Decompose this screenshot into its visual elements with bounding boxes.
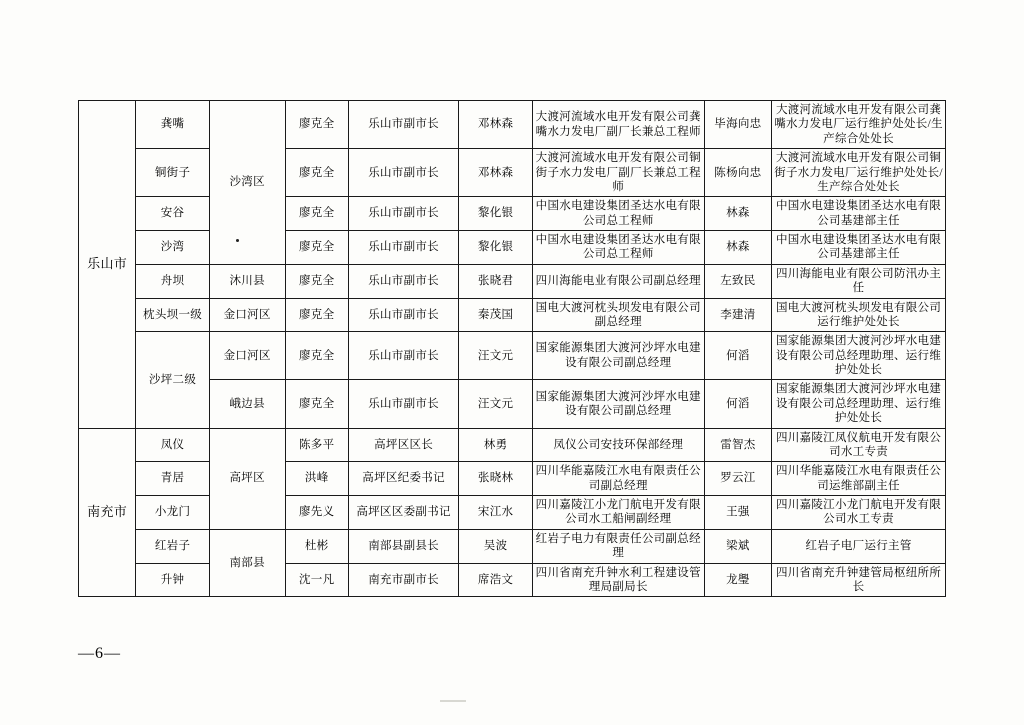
table-row bbox=[79, 101, 946, 149]
cell-role: 大渡河流域水电开发有限公司龚嘴水力发电厂副厂长兼总工程师 bbox=[532, 101, 704, 149]
cell-station: 小龙门 bbox=[136, 496, 210, 530]
cell-station: 枕头坝一级 bbox=[136, 298, 210, 332]
cell-role: 大渡河流域水电开发有限公司铜街子水力发电厂副厂长兼总工程师 bbox=[532, 149, 704, 197]
cell-contact-role: 大渡河流域水电开发有限公司铜街子水力发电厂运行维护处处长/生产综合处处长 bbox=[772, 149, 946, 197]
cell-leader: 廖克全 bbox=[285, 101, 348, 149]
cell-leader: 陈多平 bbox=[285, 428, 348, 462]
cell-leader: 廖克全 bbox=[285, 264, 348, 298]
table-row bbox=[79, 563, 946, 597]
cell-contact-role: 四川省南充升钟建管局枢纽所所长 bbox=[772, 563, 946, 597]
cell-leader-title: 乐山市副市长 bbox=[348, 264, 458, 298]
cell-role: 四川嘉陵江小龙门航电开发有限公司水工船闸副经理 bbox=[532, 496, 704, 530]
cell-contact: 梁斌 bbox=[704, 529, 771, 563]
cell-contact: 雷智杰 bbox=[704, 428, 771, 462]
cell-contact-role: 中国水电建设集团圣达水电有限公司基建部主任 bbox=[772, 197, 946, 231]
table-row bbox=[79, 496, 946, 530]
scan-artifact bbox=[440, 700, 466, 702]
cell-person: 汪文元 bbox=[459, 380, 533, 428]
cell-leader-title: 乐山市副市长 bbox=[348, 149, 458, 197]
cell-person: 席浩文 bbox=[459, 563, 533, 597]
cell-leader-title: 乐山市副市长 bbox=[348, 332, 458, 380]
cell-contact: 罗云江 bbox=[704, 462, 771, 496]
cell-station: 舟坝 bbox=[136, 264, 210, 298]
cell-person: 张晓林 bbox=[459, 462, 533, 496]
table-row bbox=[79, 149, 946, 197]
cell-contact-role: 四川华能嘉陵江水电有限责任公司运维部副主任 bbox=[772, 462, 946, 496]
cell-contact-role: 红岩子电厂运行主管 bbox=[772, 529, 946, 563]
cell-leader-title: 乐山市副市长 bbox=[348, 197, 458, 231]
cell-city: 乐山市 bbox=[79, 101, 136, 429]
cell-leader: 廖先义 bbox=[285, 496, 348, 530]
cell-contact-role: 国电大渡河枕头坝发电有限公司运行维护处处长 bbox=[772, 298, 946, 332]
cell-person: 张晓君 bbox=[459, 264, 533, 298]
page-number: —6— bbox=[78, 645, 121, 662]
cell-leader-title: 乐山市副市长 bbox=[348, 298, 458, 332]
cell-station: 沙湾 bbox=[136, 231, 210, 265]
cell-person: 秦茂国 bbox=[459, 298, 533, 332]
cell-person: 汪文元 bbox=[459, 332, 533, 380]
table-row bbox=[79, 197, 946, 231]
cell-role: 国家能源集团大渡河沙坪水电建设有限公司副总经理 bbox=[532, 380, 704, 428]
cell-contact: 何滔 bbox=[704, 332, 771, 380]
cell-leader: 杜彬 bbox=[285, 529, 348, 563]
cell-role: 凤仪公司安技环保部经理 bbox=[532, 428, 704, 462]
cell-leader: 沈一凡 bbox=[285, 563, 348, 597]
cell-contact-role: 国家能源集团大渡河沙坪水电建设有限公司总经理助理、运行维护处处长 bbox=[772, 380, 946, 428]
cell-district: 沐川县 bbox=[209, 264, 285, 298]
cell-contact: 林森 bbox=[704, 231, 771, 265]
cell-station: 铜街子 bbox=[136, 149, 210, 197]
cell-station: 青居 bbox=[136, 462, 210, 496]
cell-person: 林勇 bbox=[459, 428, 533, 462]
cell-contact-role: 四川海能电业有限公司防汛办主任 bbox=[772, 264, 946, 298]
cell-leader: 廖克全 bbox=[285, 197, 348, 231]
cell-person: 黎化银 bbox=[459, 231, 533, 265]
cell-leader: 廖克全 bbox=[285, 149, 348, 197]
cell-district: 金口河区 bbox=[209, 298, 285, 332]
cell-contact: 毕海向忠 bbox=[704, 101, 771, 149]
cell-leader-title: 乐山市副市长 bbox=[348, 380, 458, 428]
cell-leader-title: 南部县副县长 bbox=[348, 529, 458, 563]
cell-role: 中国水电建设集团圣达水电有限公司总工程师 bbox=[532, 197, 704, 231]
cell-station: 安谷 bbox=[136, 197, 210, 231]
table-row bbox=[79, 529, 946, 563]
cell-station: 龚嘴 bbox=[136, 101, 210, 149]
cell-leader-title: 乐山市副市长 bbox=[348, 231, 458, 265]
table-row bbox=[79, 380, 946, 428]
cell-person: 宋江水 bbox=[459, 496, 533, 530]
cell-person: 邓林森 bbox=[459, 101, 533, 149]
cell-role: 红岩子电力有限责任公司副总经理 bbox=[532, 529, 704, 563]
ink-dot bbox=[236, 239, 239, 242]
table-row bbox=[79, 332, 946, 380]
cell-leader: 廖克全 bbox=[285, 231, 348, 265]
cell-person: 邓林森 bbox=[459, 149, 533, 197]
cell-role: 四川省南充升钟水利工程建设管理局副局长 bbox=[532, 563, 704, 597]
cell-station: 沙坪二级 bbox=[136, 332, 210, 428]
cell-person: 吴波 bbox=[459, 529, 533, 563]
table-row bbox=[79, 298, 946, 332]
cell-contact: 王强 bbox=[704, 496, 771, 530]
cell-leader-title: 乐山市副市长 bbox=[348, 101, 458, 149]
cell-contact-role: 四川嘉陵江凤仪航电开发有限公司水工专责 bbox=[772, 428, 946, 462]
cell-person: 黎化银 bbox=[459, 197, 533, 231]
cell-city: 南充市 bbox=[79, 428, 136, 597]
cell-district: 金口河区 bbox=[209, 332, 285, 380]
cell-contact-role: 国家能源集团大渡河沙坪水电建设有限公司总经理助理、运行维护处处长 bbox=[772, 332, 946, 380]
cell-leader: 廖克全 bbox=[285, 298, 348, 332]
cell-contact: 龙璺 bbox=[704, 563, 771, 597]
cell-role: 四川海能电业有限公司副总经理 bbox=[532, 264, 704, 298]
cell-contact: 左致民 bbox=[704, 264, 771, 298]
cell-role: 四川华能嘉陵江水电有限责任公司副总经理 bbox=[532, 462, 704, 496]
cell-leader: 洪峰 bbox=[285, 462, 348, 496]
cell-contact: 陈杨向忠 bbox=[704, 149, 771, 197]
cell-district: 沙湾区 bbox=[209, 101, 285, 265]
table-row bbox=[79, 428, 946, 462]
cell-district: 峨边县 bbox=[209, 380, 285, 428]
cell-station: 升钟 bbox=[136, 563, 210, 597]
cell-contact-role: 大渡河流域水电开发有限公司龚嘴水力发电厂运行维护处处长/生产综合处处长 bbox=[772, 101, 946, 149]
cell-leader-title: 高坪区区委副书记 bbox=[348, 496, 458, 530]
cell-leader: 廖克全 bbox=[285, 332, 348, 380]
table-row bbox=[79, 462, 946, 496]
table-row bbox=[79, 264, 946, 298]
cell-leader-title: 南充市副市长 bbox=[348, 563, 458, 597]
cell-station: 红岩子 bbox=[136, 529, 210, 563]
cell-leader-title: 高坪区区长 bbox=[348, 428, 458, 462]
cell-contact-role: 四川嘉陵江小龙门航电开发有限公司水工专责 bbox=[772, 496, 946, 530]
table-row bbox=[79, 231, 946, 265]
cell-district: 南部县 bbox=[209, 529, 285, 597]
cell-leader-title: 高坪区纪委书记 bbox=[348, 462, 458, 496]
cell-contact: 李建清 bbox=[704, 298, 771, 332]
cell-role: 中国水电建设集团圣达水电有限公司总工程师 bbox=[532, 231, 704, 265]
cell-role: 国电大渡河枕头坝发电有限公司副总经理 bbox=[532, 298, 704, 332]
leaders-assignment-table bbox=[78, 100, 946, 597]
cell-contact: 林森 bbox=[704, 197, 771, 231]
cell-contact: 何滔 bbox=[704, 380, 771, 428]
cell-role: 国家能源集团大渡河沙坪水电建设有限公司副总经理 bbox=[532, 332, 704, 380]
cell-district: 高坪区 bbox=[209, 428, 285, 529]
cell-contact-role: 中国水电建设集团圣达水电有限公司基建部主任 bbox=[772, 231, 946, 265]
cell-leader: 廖克全 bbox=[285, 380, 348, 428]
cell-station: 凤仪 bbox=[136, 428, 210, 462]
